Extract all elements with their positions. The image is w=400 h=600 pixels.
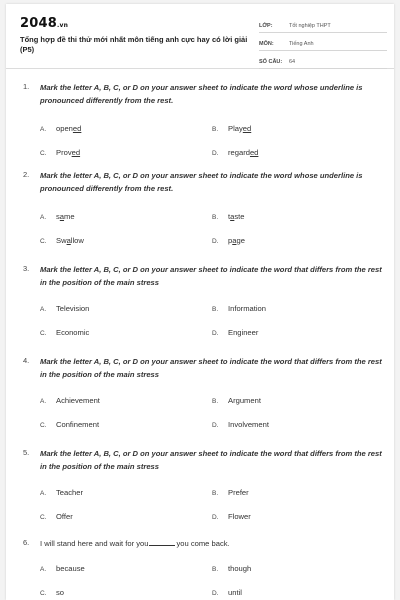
question-number: 5. (23, 448, 30, 457)
question-number: 1. (23, 82, 30, 91)
question-number: 3. (23, 264, 30, 273)
answer-option-c[interactable] (40, 328, 89, 337)
question-1 (6, 82, 394, 168)
option-letter: A. (40, 306, 47, 313)
option-text: though (228, 564, 252, 573)
question-text: Mark the letter A, B, C, or D on your answer sheet to indicate the word whose underline is pronounced differently from the rest. (40, 171, 363, 193)
answer-option-b[interactable] (212, 124, 251, 133)
option-text: s (56, 212, 60, 221)
option-letter: D. (212, 150, 219, 157)
answer-option-c[interactable] (40, 588, 64, 597)
option-letter: D. (212, 514, 219, 521)
option-text-rest: ge (236, 236, 245, 245)
option-letter: C. (40, 150, 47, 157)
option-underlined-part: ed (71, 148, 81, 157)
question-text (40, 538, 385, 551)
option-text: regard (228, 148, 250, 157)
meta-value: Tốt nghiệp THPT (289, 23, 331, 29)
question-number: 4. (23, 356, 30, 365)
logo-text: 2048 (20, 16, 57, 31)
option-letter: A. (40, 126, 47, 133)
option-underlined-part: ed (72, 124, 82, 133)
option-letter: B. (212, 126, 219, 133)
question-text-before: I will stand here and wait for you (40, 539, 149, 548)
question-3 (6, 264, 394, 350)
option-letter: A. (40, 566, 47, 573)
answer-option-b[interactable] (212, 564, 251, 573)
question-text: Mark the letter A, B, C, or D on your answer sheet to indicate the word whose underline is pronounced differently from the rest. (40, 83, 363, 105)
question-6 (6, 538, 394, 600)
option-letter: D. (212, 422, 219, 429)
meta-row-count (259, 51, 387, 69)
site-logo[interactable] (20, 16, 68, 31)
option-letter: C. (40, 514, 47, 521)
answer-option-d[interactable] (212, 420, 269, 429)
question-4 (6, 356, 394, 442)
option-letter: B. (212, 566, 219, 573)
question-text: Mark the letter A, B, C, or D on your answer sheet to indicate the word that differs from the rest in the position of the main stress (40, 265, 382, 287)
option-text: Play (228, 124, 243, 133)
meta-value: Tiếng Anh (289, 41, 314, 47)
option-letter: C. (40, 330, 47, 337)
option-text: open (56, 124, 73, 133)
document-page (6, 4, 394, 600)
answer-option-a[interactable] (40, 212, 75, 221)
question-text: Mark the letter A, B, C, or D on your answer sheet to indicate the word that differs from the rest in the position of the main stress (40, 449, 382, 471)
option-letter: D. (212, 330, 219, 337)
option-text: until (228, 588, 242, 597)
meta-value: 64 (289, 59, 296, 65)
answer-option-c[interactable] (40, 512, 73, 521)
answer-option-d[interactable] (212, 512, 251, 521)
option-text: Information (228, 304, 266, 313)
option-underlined-part: a (66, 236, 71, 245)
document-title: Tổng hợp đề thi thử mới nhất môn tiếng anh cực hay có lời giải (P5) (20, 35, 248, 54)
option-text: Achievement (56, 396, 100, 405)
option-letter: C. (40, 238, 47, 245)
option-underlined-part: a (230, 212, 235, 221)
answer-option-d[interactable] (212, 236, 245, 245)
meta-label: MÔN: (259, 41, 274, 47)
meta-label: LỚP: (259, 23, 273, 29)
option-letter: A. (40, 398, 47, 405)
option-text: p (228, 236, 233, 245)
question-number: 6. (23, 538, 30, 547)
answer-option-d[interactable] (212, 148, 258, 157)
option-letter: A. (40, 214, 47, 221)
question-number: 2. (23, 170, 30, 179)
option-letter: B. (212, 214, 219, 221)
option-text-rest: llow (70, 236, 84, 245)
answer-option-b[interactable] (212, 396, 261, 405)
answer-option-b[interactable] (212, 488, 249, 497)
answer-option-c[interactable] (40, 236, 84, 245)
answer-option-c[interactable] (40, 148, 80, 157)
answer-option-d[interactable] (212, 588, 242, 597)
option-text: Confinement (56, 420, 100, 429)
answer-option-a[interactable] (40, 124, 81, 133)
document-header (6, 4, 394, 69)
option-text-rest: ste (234, 212, 245, 221)
meta-row-subject (259, 33, 387, 51)
answer-option-c[interactable] (40, 420, 99, 429)
answer-blank (149, 538, 175, 546)
option-underlined-part: ed (242, 124, 252, 133)
option-text: Prefer (228, 488, 249, 497)
meta-label: SỐ CÂU: (259, 59, 283, 65)
option-letter: A. (40, 490, 47, 497)
option-text: Offer (56, 512, 73, 521)
option-underlined-part: a (59, 212, 65, 221)
option-text: Television (56, 304, 90, 313)
answer-option-a[interactable] (40, 488, 83, 497)
option-letter: B. (212, 490, 219, 497)
option-text: so (56, 588, 65, 597)
question-2 (6, 170, 394, 256)
document-meta (259, 15, 387, 69)
option-underlined-part: a (232, 236, 237, 245)
option-text: Teacher (56, 488, 84, 497)
option-text: Involvement (228, 420, 269, 429)
question-5 (6, 448, 394, 534)
option-underlined-part: ed (249, 148, 259, 157)
meta-row-class (259, 15, 387, 33)
option-text: Prov (56, 148, 72, 157)
option-text: Sw (56, 236, 67, 245)
option-text: because (56, 564, 85, 573)
option-text: Economic (56, 328, 90, 337)
answer-option-d[interactable] (212, 328, 258, 337)
answer-option-b[interactable] (212, 304, 266, 313)
option-text-rest: me (64, 212, 75, 221)
option-text: Engineer (228, 328, 259, 337)
logo-suffix: .vn (56, 22, 69, 29)
question-text: Mark the letter A, B, C, or D on your answer sheet to indicate the word that differs from the rest in the position of the main stress (40, 357, 382, 379)
answer-option-b[interactable] (212, 212, 245, 221)
option-letter: B. (212, 398, 219, 405)
option-text: t (228, 212, 231, 221)
answer-option-a[interactable] (40, 396, 100, 405)
option-letter: D. (212, 590, 219, 597)
option-letter: C. (40, 590, 47, 597)
option-letter: D. (212, 238, 219, 245)
question-text-after: you come back. (176, 539, 230, 548)
option-text: Argument (228, 396, 261, 405)
option-letter: B. (212, 306, 219, 313)
option-letter: C. (40, 422, 47, 429)
option-text: Flower (228, 512, 251, 521)
answer-option-a[interactable] (40, 564, 85, 573)
answer-option-a[interactable] (40, 304, 89, 313)
